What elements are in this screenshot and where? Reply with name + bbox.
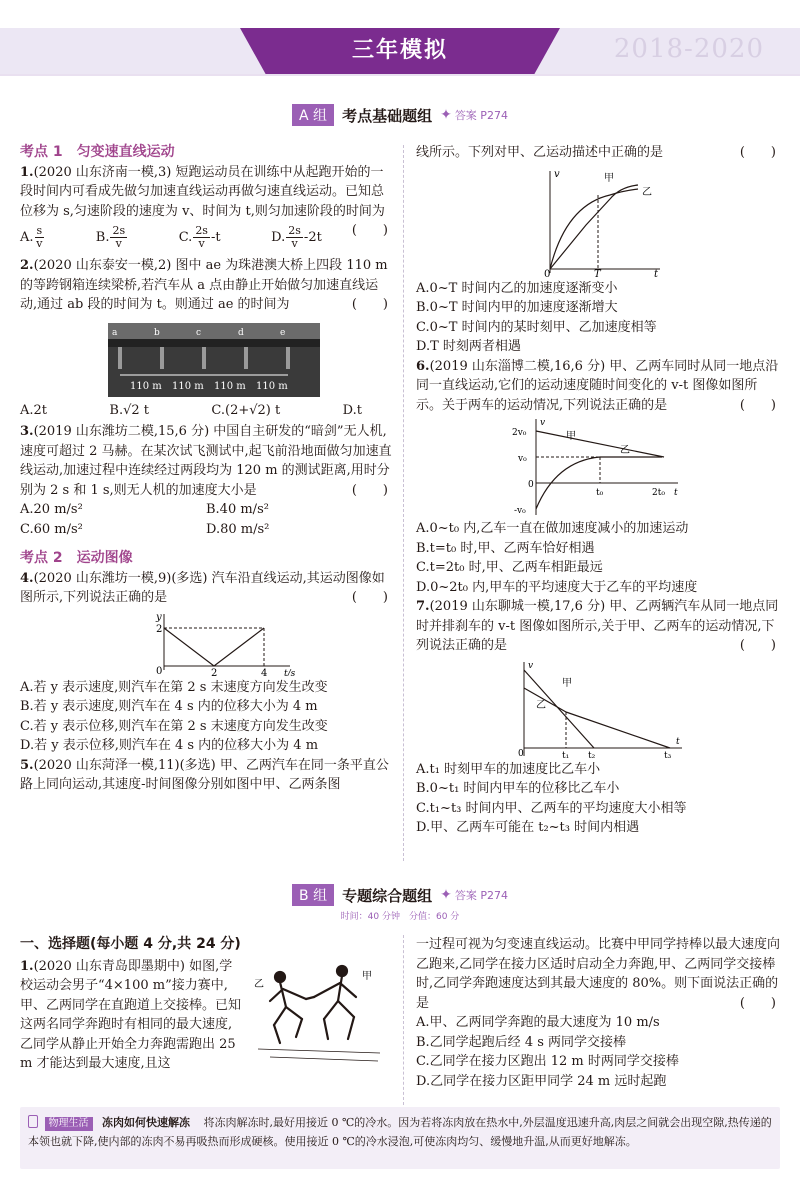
physics-life-title: 冻肉如何快速解冻: [102, 1116, 190, 1129]
physics-life-tag: 物理生活: [45, 1117, 93, 1131]
q6-x-tick-2t0: 2t₀: [652, 488, 665, 498]
left-column: [20, 143, 392, 795]
q6-yi-label: 乙: [620, 445, 630, 456]
notebook-icon: [28, 1115, 38, 1128]
q4-option-c[interactable]: C.若 y 表示位移,则汽车在第 2 s 末速度方向发生改变: [20, 718, 328, 734]
runner-icon: ✦: [440, 107, 452, 123]
runner-icon: ✦: [440, 887, 452, 903]
q4-option-d[interactable]: D.若 y 表示位移,则汽车在 4 s 内的位移大小为 4 m: [20, 738, 319, 753]
group-a-name: 考点基础题组: [342, 106, 433, 125]
section-heading-1: 考点 1 匀变速直线运动: [20, 144, 175, 160]
q6-y-label: v: [540, 418, 546, 428]
partb-q1-option-b[interactable]: B.乙同学起跑后经 4 s 两同学交接棒: [416, 1034, 627, 1050]
group-b-name: 专题综合题组: [342, 886, 433, 905]
q4-x-label: t/s: [284, 668, 296, 676]
question-6: 6.(2019 山东淄博二模,16,6 分) 甲、乙两车同时从同一地点沿同一直线运动,它们的运动速度随时间变化的 v-t 图像如图所示。关于两车的运动情况,下列说法正确的是 ( ): [416, 358, 779, 413]
question-1: 1.(2020 山东济南一模,3) 短跑运动员在训练中从起跑开始的一段时间内可看成先做匀加速直线运动再做匀速直线运动。已知总位移为 s,匀速阶段的速度为 v、时间为 t,则匀加速阶段的时间为 ( ): [20, 164, 388, 238]
q2-option-d[interactable]: D.t: [342, 402, 362, 418]
q6-x-tick-t0: t₀: [596, 488, 604, 498]
q1-option-d[interactable]: D. $\frac{2s}{v}$ -2t: [271, 224, 322, 250]
column-divider: [403, 145, 404, 861]
page-title: 三年模拟: [351, 38, 448, 63]
q7-x-tick-t2: t₂: [588, 750, 596, 758]
q7-option-c[interactable]: C.t₁~t₃ 时间内甲、乙两车的平均速度大小相等: [416, 800, 687, 816]
q5-x-tick: T: [594, 268, 601, 277]
q5-jia-label: 甲: [604, 172, 614, 184]
bridge-point-b: b: [154, 327, 160, 338]
q7-x-tick-t3: t₃: [664, 750, 672, 758]
q5-yi-label: 乙: [642, 186, 652, 198]
q6-option-d[interactable]: D.0~2t₀ 内,甲车的平均速度大于乙车的平均速度: [416, 579, 698, 595]
relay-jia-label: 甲: [362, 970, 372, 982]
question-3: 3.(2019 山东潍坊二模,15,6 分) 中国自主研发的“暗剑”无人机,速度可超过 2 马赫。在某次试飞测试中,起飞前沿地面做匀加速直线运动,加速过程中连续经过两段均为 120 m 的测试距离,用时分别为 2 s 和 1 s,则无人机的加速度大小是 ( ): [20, 424, 392, 498]
q2-options: [20, 401, 392, 421]
span-label-2: 110 m: [172, 380, 204, 392]
question-5-continued: 线所示。下列对甲、乙运动描述中正确的是 ( ): [416, 145, 776, 160]
span-label-4: 110 m: [256, 380, 288, 392]
bridge-point-e: e: [280, 327, 286, 338]
span-label-3: 110 m: [214, 380, 246, 392]
partb-left-column: [20, 935, 392, 1074]
partb-question-1: 1.(2020 山东青岛即墨期中) 如图,学校运动会男子“4×100 m”接力赛中,甲、乙两同学在直跑道上交接棒。已知这两名同学奔跑时有相同的最大速度,乙同学从静止开始全力奔跑需跑出 25 m 才能达到最大速度,且这: [20, 958, 242, 1071]
partb-heading: 一、选择题(每小题 4 分,共 24 分): [20, 936, 241, 952]
q4-option-b[interactable]: B.若 y 表示速度,则汽车在 4 s 内的位移大小为 4 m: [20, 699, 318, 714]
q4-option-a[interactable]: A.若 y 表示速度,则汽车在第 2 s 末速度方向发生改变: [20, 679, 328, 695]
group-b-answer: ✦ 答案 P274: [440, 887, 508, 903]
partb-right-column: [416, 935, 780, 1091]
bridge-point-d: d: [238, 327, 244, 338]
bridge-point-a: a: [112, 327, 118, 338]
q7-y-label: v: [528, 660, 534, 671]
q1-option-b[interactable]: B. $\frac{2s}{v}$: [95, 224, 126, 250]
column-divider-b: [403, 935, 404, 1105]
question-5: 5.(2020 山东菏泽一模,11)(多选) 甲、乙两汽车在同一条平直公路上同向运动,其速度-时间图像分别如图中甲、乙两条图: [20, 757, 389, 792]
q1-option-a[interactable]: A. $\frac{s}{v}$: [20, 224, 43, 250]
q3-options: [20, 500, 392, 539]
partb-q1-block: [20, 957, 392, 1074]
q5-y-label: v: [554, 168, 560, 180]
partb-q1-option-c[interactable]: C.乙同学在接力区跑出 12 m 时两同学交接棒: [416, 1054, 679, 1069]
right-column: [416, 143, 780, 838]
q4-graph: [20, 610, 392, 676]
q6-origin: 0: [528, 480, 534, 490]
q1-option-c[interactable]: C. $\frac{2s}{v}$ -t: [178, 224, 221, 250]
physics-life-box: [20, 1107, 780, 1169]
q2-option-a[interactable]: A.2t: [20, 402, 48, 418]
q7-x-label: t: [676, 736, 680, 747]
group-a-answer: ✦ 答案 P274: [440, 107, 508, 123]
partb-question-1-continued: 一过程可视为匀变速直线运动。比赛中甲同学持棒以最大速度向乙跑来,乙同学在接力区适时启动全力奔跑,甲、乙两同学交接棒时,乙同学奔跑速度达到其最大速度的 80%。则下面说法正确的是 ( ): [416, 937, 781, 1011]
q6-option-a[interactable]: A.0~t₀ 内,乙车一直在做加速度减小的加速运动: [416, 521, 689, 536]
q5-x-label: t: [654, 268, 659, 277]
group-b-header: [0, 884, 800, 906]
q5-option-a[interactable]: A.0~T 时间内乙的加速度逐渐变小: [416, 280, 618, 296]
q6-graph: [416, 417, 780, 517]
relay-yi-label: 乙: [254, 978, 264, 990]
q4-origin: 0: [156, 665, 163, 676]
q7-option-d[interactable]: D.甲、乙两车可能在 t₂~t₃ 时间内相遇: [416, 820, 640, 835]
section-heading-2: 考点 2 运动图像: [20, 550, 133, 566]
q3-option-c[interactable]: C.60 m/s²: [20, 521, 83, 537]
group-a-tag: A 组: [292, 104, 334, 126]
question-7: 7.(2019 山东聊城一模,17,6 分) 甲、乙两辆汽车从同一地点同时并排刹车的 v-t 图像如图所示,关于甲、乙两车的运动情况,下列说法正确的是 ( ): [416, 599, 779, 653]
q7-jia-label: 甲: [562, 677, 572, 689]
group-a-header: [0, 104, 800, 126]
bridge-photo: [20, 317, 392, 399]
q6-jia-label: 甲: [566, 431, 576, 442]
q4-y-tick: 2: [156, 623, 163, 635]
group-b-time-score: 时间：40 分钟 分值：60 分: [340, 912, 460, 922]
q6-y-tick-2v0: 2v₀: [512, 428, 527, 438]
group-b-tag: B 组: [292, 884, 334, 906]
q5-origin: 0: [544, 268, 551, 277]
q7-option-b[interactable]: B.0~t₁ 时间内甲车的位移比乙车小: [416, 781, 620, 796]
q7-yi-label: 乙: [536, 699, 546, 711]
relay-illustration: [250, 957, 390, 1065]
q2-option-c[interactable]: C.(2+√2) t: [211, 402, 281, 418]
q7-option-a[interactable]: A.t₁ 时刻甲车的加速度比乙车小: [416, 761, 601, 777]
q6-y-tick-neg-v0: -v₀: [514, 506, 526, 516]
question-2: 2.(2020 山东泰安一模,2) 图中 ae 为珠港澳大桥上四段 110 m 的等跨钢箱连续梁桥,若汽车从 a 点由静止开始做匀加速直线运动,通过 ab 段的时间为 t。则通过 ae 的时间为 ( ): [20, 258, 388, 312]
q4-x-tick-4: 4: [261, 667, 268, 676]
question-4: 4.(2020 山东潍坊一模,9)(多选) 汽车沿直线运动,其运动图像如图所示,下列说法正确的是 ( ): [20, 570, 388, 605]
q6-option-c[interactable]: C.t=2t₀ 时,甲、乙两车相距最远: [416, 560, 603, 575]
q5-option-c[interactable]: C.0~T 时间内的某时刻甲、乙加速度相等: [416, 319, 657, 335]
year-range: 2018-2020: [613, 34, 764, 64]
partb-q1-option-d[interactable]: D.乙同学在接力区距甲同学 24 m 远时起跑: [416, 1073, 667, 1089]
q7-origin: 0: [518, 748, 524, 758]
q4-y-label: y: [156, 611, 162, 623]
q3-option-d[interactable]: D.80 m/s²: [206, 521, 270, 537]
bridge-point-c: c: [196, 327, 202, 338]
q2-option-b[interactable]: B.√2 t: [109, 402, 150, 418]
q5-option-d[interactable]: D.T 时刻两者相遇: [416, 339, 521, 354]
q6-y-tick-v0: v₀: [518, 454, 527, 464]
physics-life-text: 将冻肉解冻时,最好用接近 0 ℃的冷水。因为若将冻肉放在热水中,外层温度迅速升高,肉层之间就会出现空隙,热传递的本领也就下降,使内部的冻肉不易再吸热而形成硬核。使用接近 0 ℃的冷水浸泡,可使冻肉均匀、缓慢地升温,从而更好地解冻。: [28, 1116, 772, 1148]
q3-option-b[interactable]: B.40 m/s²: [206, 502, 269, 517]
q7-graph: [416, 658, 780, 758]
q6-x-label: t: [674, 488, 678, 498]
span-label-1: 110 m: [130, 380, 162, 392]
q6-option-b[interactable]: B.t=t₀ 时,甲、乙两车恰好相遇: [416, 540, 595, 556]
q5-graph: [416, 165, 780, 277]
partb-q1-option-a[interactable]: A.甲、乙两同学奔跑的最大速度为 10 m/s: [416, 1015, 660, 1030]
q4-x-tick-2: 2: [211, 667, 218, 676]
q1-options: [20, 225, 352, 250]
q7-x-tick-t1: t₁: [562, 750, 570, 758]
q3-option-a[interactable]: A.20 m/s²: [20, 502, 83, 517]
q5-option-b[interactable]: B.0~T 时间内甲的加速度逐渐增大: [416, 300, 618, 315]
header-divider: [0, 74, 800, 76]
